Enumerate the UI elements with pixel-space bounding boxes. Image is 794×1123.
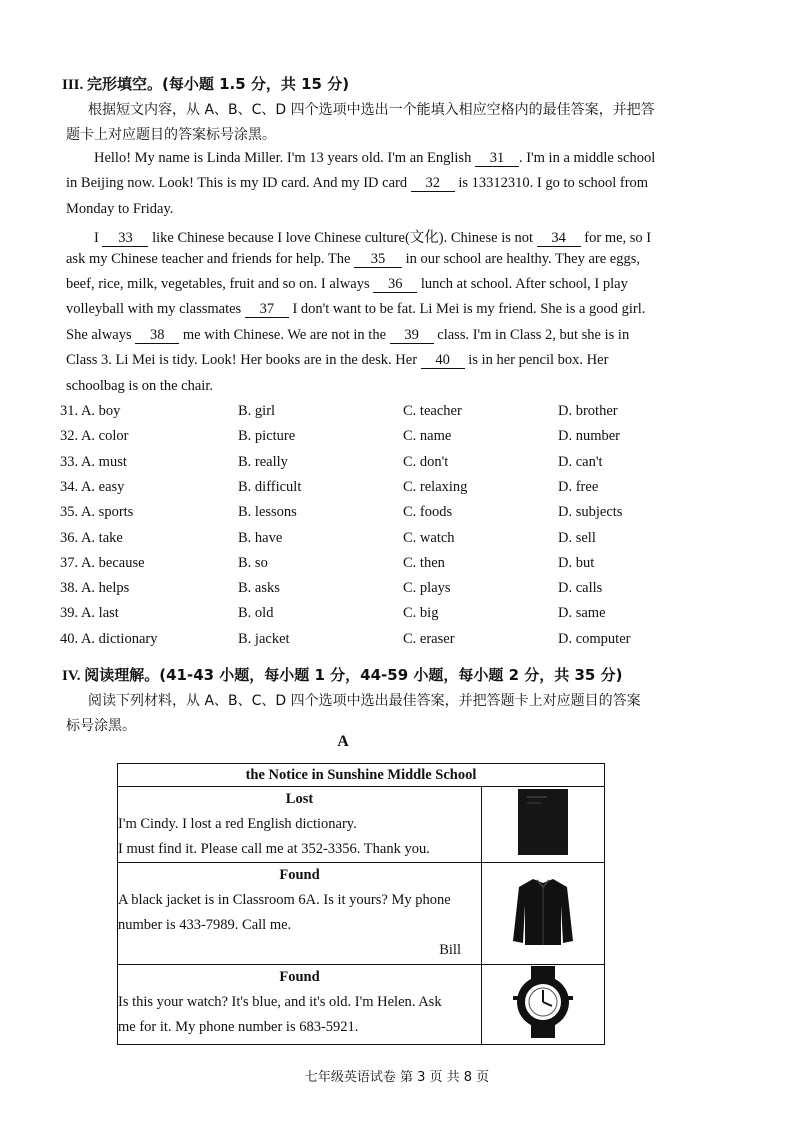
- option-35-a: 35. A. sports: [60, 504, 134, 521]
- option-39-a: 39. A. last: [60, 605, 119, 622]
- option-36-b: B. have: [238, 529, 283, 546]
- option-38-d: D. calls: [558, 580, 603, 597]
- option-34-a: 34. A. easy: [60, 478, 125, 495]
- option-36-a: 36. A. take: [60, 529, 123, 546]
- passage-label: A: [337, 733, 349, 750]
- dictionary-icon: [517, 788, 569, 856]
- notice-found-watch-cell: [118, 965, 482, 1045]
- option-35-c: C. foods: [403, 504, 453, 521]
- passage-line: ask my Chinese teacher and friends for help. The 35 in our school are healthy. They are eggs,: [66, 251, 640, 267]
- option-40-c: C. eraser: [403, 630, 455, 647]
- passage-line: She always 38 me with Chinese. We are not in the 39 class. I'm in Class 2, but she is in: [66, 327, 630, 343]
- option-37-a: 37. A. because: [60, 554, 145, 571]
- section-3-number: III.: [62, 77, 84, 93]
- notice-header: the Notice in Sunshine Middle School: [118, 764, 605, 787]
- option-40-a: 40. A. dictionary: [60, 630, 158, 647]
- watch-icon: [507, 966, 579, 1038]
- notice-found-1-title: Found: [279, 867, 320, 883]
- notice-found-1-signature: Bill: [439, 942, 461, 958]
- option-34-c: C. relaxing: [403, 478, 468, 495]
- option-32-c: C. name: [403, 428, 452, 445]
- section-4-instruction-1: 阅读下列材料，从 A、B、C、D 四个选项中选出最佳答案，并把答题卡上对应题目的答案: [88, 693, 641, 709]
- section-3-instruction-2: 题卡上对应题目的答案标号涂黑。: [66, 127, 276, 143]
- blank-34: 34: [537, 231, 581, 247]
- option-37-b: B. so: [238, 554, 268, 571]
- option-32-d: D. number: [558, 428, 621, 445]
- notice-lost-cell: [118, 787, 482, 863]
- option-34-b: B. difficult: [238, 478, 302, 495]
- option-31-d: D. brother: [558, 403, 618, 419]
- section-4-instruction-2: 标号涂黑。: [66, 718, 136, 734]
- section-3-heading: 完形填空。(每小题 1.5 分，共 15 分): [87, 75, 350, 93]
- jacket-image-cell: [482, 863, 605, 965]
- notice-found-jacket-cell: [118, 863, 482, 965]
- notice-found-2-title: Found: [279, 969, 320, 985]
- blank-38: 38: [135, 328, 179, 344]
- option-32-a: 32. A. color: [60, 428, 129, 445]
- passage-line: volleyball with my classmates 37 I don't want to be fat. Li Mei is my friend. She is a good girl.: [66, 301, 646, 317]
- passage-line: I 33 like Chinese because I love Chinese culture(文化). Chinese is not 34 for me, so I: [94, 230, 652, 246]
- option-32-b: B. picture: [238, 428, 296, 445]
- blank-39: 39: [390, 328, 434, 344]
- dictionary-image-cell: [482, 787, 605, 863]
- notice-found-2-line-1: Is this your watch? It's blue, and it's old. I'm Helen. Ask: [118, 994, 442, 1010]
- option-36-d: D. sell: [558, 529, 596, 546]
- notice-lost-line-2: I must find it. Please call me at 352-3356. Thank you.: [118, 841, 430, 857]
- passage-line: schoolbag is on the chair.: [66, 378, 213, 394]
- notice-table: [117, 763, 605, 1045]
- blank-31: 31: [475, 151, 519, 167]
- passage-line: in Beijing now. Look! This is my ID card. And my ID card 32 is 13312310. I go to school from: [66, 175, 649, 191]
- option-37-c: C. then: [403, 554, 445, 571]
- passage-line: Hello! My name is Linda Miller. I'm 13 years old. I'm an English 31 . I'm in a middle school: [94, 150, 656, 166]
- jacket-icon: [511, 875, 575, 947]
- blank-35: 35: [354, 252, 402, 268]
- notice-lost-line-1: I'm Cindy. I lost a red English dictionary.: [118, 816, 357, 832]
- blank-33: 33: [102, 231, 148, 247]
- option-31-a: 31. A. boy: [60, 403, 121, 419]
- option-38-b: B. asks: [238, 580, 280, 597]
- option-33-a: 33. A. must: [60, 453, 127, 470]
- notice-lost-title: Lost: [285, 791, 314, 807]
- option-40-b: B. jacket: [238, 630, 290, 647]
- option-31-b: B. girl: [238, 403, 276, 419]
- section-3-title: [62, 73, 349, 94]
- blank-36: 36: [373, 277, 417, 293]
- option-36-c: C. watch: [403, 529, 455, 546]
- option-40-d: D. computer: [558, 630, 631, 647]
- watch-image-cell: [482, 965, 605, 1045]
- blank-40: 40: [421, 353, 465, 369]
- option-33-d: D. can't: [558, 453, 603, 470]
- notice-found-1-line-1: A black jacket is in Classroom 6A. Is it yours? My phone: [118, 892, 451, 908]
- option-33-b: B. really: [238, 453, 288, 470]
- section-4-title: [62, 664, 622, 685]
- section-4-number: IV.: [62, 668, 81, 684]
- blank-32: 32: [411, 176, 455, 192]
- option-39-b: B. old: [238, 605, 274, 622]
- section-4-heading: 阅读理解。(41-43 小题，每小题 1 分，44-59 小题，每小题 2 分，共 35 分): [84, 666, 623, 684]
- option-34-d: D. free: [558, 478, 599, 495]
- option-38-c: C. plays: [403, 580, 451, 597]
- notice-found-2-line-2: me for it. My phone number is 683-5921.: [118, 1019, 359, 1035]
- passage-line: beef, rice, milk, vegetables, fruit and so on. I always 36 lunch at school. After school, I play: [66, 276, 628, 292]
- option-35-b: B. lessons: [238, 504, 297, 521]
- section-3-instruction-1: 根据短文内容，从 A、B、C、D 四个选项中选出一个能填入相应空格内的最佳答案，并把答: [88, 102, 655, 118]
- passage-line: Class 3. Li Mei is tidy. Look! Her books are in the desk. Her 40 is in her pencil box. Her: [66, 352, 609, 368]
- option-39-c: C. big: [403, 605, 439, 622]
- passage-line: Monday to Friday.: [66, 201, 174, 217]
- option-37-d: D. but: [558, 554, 595, 571]
- option-35-d: D. subjects: [558, 504, 623, 521]
- option-31-c: C. teacher: [403, 403, 462, 419]
- option-39-d: D. same: [558, 605, 606, 622]
- page-footer: 七年级英语试卷 第 3 页 共 8 页: [304, 1070, 490, 1085]
- option-33-c: C. don't: [403, 453, 449, 470]
- blank-37: 37: [245, 302, 289, 318]
- notice-found-1-line-2: number is 433-7989. Call me.: [118, 917, 292, 933]
- option-38-a: 38. A. helps: [60, 580, 130, 597]
